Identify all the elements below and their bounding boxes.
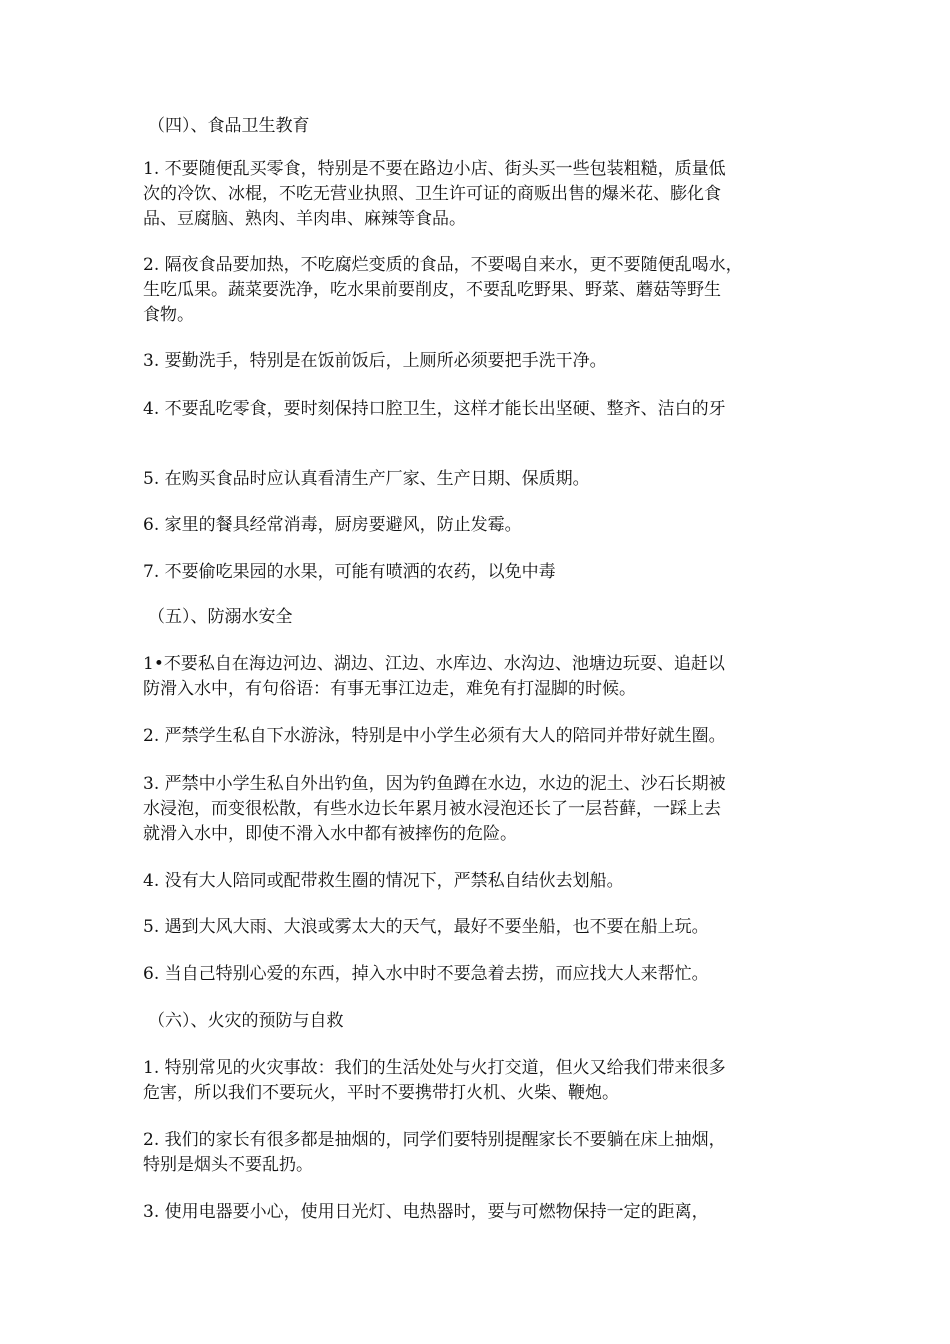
paragraph-line: 防滑入水中，有句俗语：有事无事江边走，难免有打湿脚的时候。: [143, 679, 636, 699]
paragraph-line: 次的冷饮、冰棍，不吃无营业执照、卫生许可证的商贩出售的爆米花、膨化食: [143, 184, 721, 204]
paragraph-line: 品、豆腐脑、熟肉、羊肉串、麻辣等食品。: [143, 209, 466, 229]
section-heading-drowning-safety: （五）、防溺水安全: [148, 607, 293, 627]
paragraph-line: 水浸泡，而变很松散，有些水边长年累月被水浸泡还长了一层苔藓，一踩上去: [143, 799, 721, 819]
paragraph-line: 2. 隔夜食品要加热，不吃腐烂变质的食品，不要喝自来水，更不要随便乱喝水，: [143, 255, 743, 275]
paragraph-line: 4. 没有大人陪同或配带救生圈的情况下，严禁私自结伙去划船。: [143, 871, 624, 891]
paragraph-line: 3. 严禁中小学生私自外出钓鱼，因为钓鱼蹲在水边，水边的泥土、沙石长期被: [143, 774, 726, 794]
paragraph-line: 2. 严禁学生私自下水游泳，特别是中小学生必须有大人的陪同并带好就生圈。: [143, 726, 726, 746]
paragraph-line: 2. 我们的家长有很多都是抽烟的，同学们要特别提醒家长不要躺在床上抽烟，: [143, 1130, 726, 1150]
paragraph-line: 3. 使用电器要小心，使用日光灯、电热器时，要与可燃物保持一定的距离，: [143, 1202, 709, 1222]
paragraph-line: 特别是烟头不要乱扔。: [143, 1155, 313, 1175]
paragraph-line: 食物。: [143, 305, 194, 325]
paragraph-line: 1. 特别常见的火灾事故：我们的生活处处与火打交道，但火又给我们带来很多: [143, 1058, 726, 1078]
section-heading-fire-safety: （六）、火灾的预防与自救: [148, 1011, 344, 1031]
paragraph-line: 生吃瓜果。蔬菜要洗净，吃水果前要削皮，不要乱吃野果、野菜、蘑菇等野生: [143, 280, 721, 300]
paragraph-line: 6. 当自己特别心爱的东西，掉入水中时不要急着去捞，而应找大人来帮忙。: [143, 964, 709, 984]
paragraph-line: 1•不要私自在海边河边、湖边、江边、水库边、水沟边、池塘边玩耍、追赶以: [143, 654, 725, 674]
paragraph-line: 4. 不要乱吃零食，要时刻保持口腔卫生，这样才能长出坚硬、整齐、洁白的牙: [143, 399, 726, 419]
paragraph-line: 6. 家里的餐具经常消毒，厨房要避风，防止发霉。: [143, 515, 522, 535]
paragraph-line: 就滑入水中，即使不滑入水中都有被摔伤的危险。: [143, 824, 517, 844]
section-heading-food-hygiene: （四）、食品卫生教育: [148, 116, 310, 136]
paragraph-line: 3. 要勤洗手，特别是在饭前饭后，上厕所必须要把手洗干净。: [143, 351, 607, 371]
paragraph-line: 危害，所以我们不要玩火，平时不要携带打火机、火柴、鞭炮。: [143, 1083, 619, 1103]
paragraph-line: 1. 不要随便乱买零食，特别是不要在路边小店、街头买一些包装粗糙，质量低: [143, 159, 726, 179]
paragraph-line: 5. 在购买食品时应认真看清生产厂家、生产日期、保质期。: [143, 469, 590, 489]
paragraph-line: 5. 遇到大风大雨、大浪或雾太大的天气，最好不要坐船，也不要在船上玩。: [143, 917, 709, 937]
paragraph-line: 7. 不要偷吃果园的水果，可能有喷洒的农药，以免中毒: [143, 562, 556, 582]
